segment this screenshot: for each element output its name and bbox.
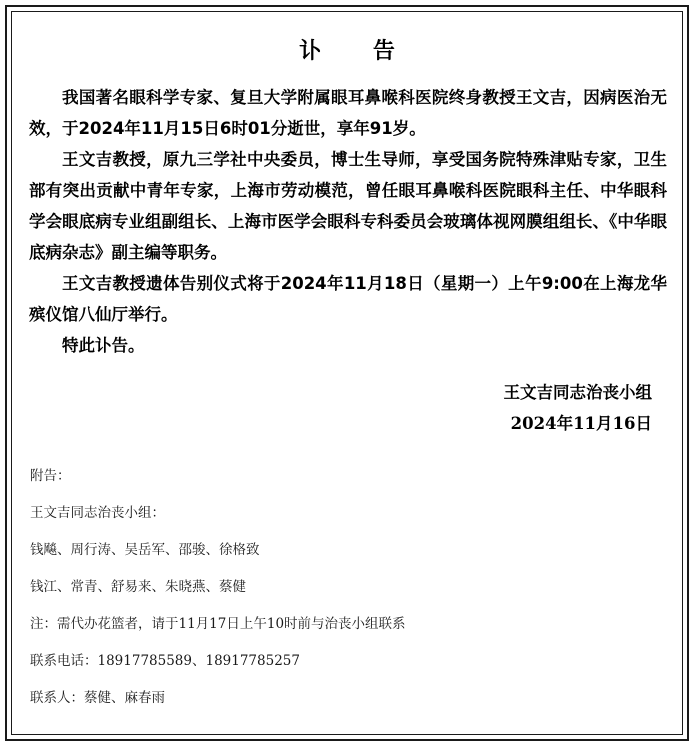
- contact-phone: 联系电话：18917785589、18917785257: [30, 653, 300, 669]
- paragraph-announcement: 我国著名眼科学专家、复旦大学附属眼耳鼻喉科医院终身教授王文吉，因病医治无效，于2024年11月15日6时01分逝世，享年91岁。: [29, 88, 667, 138]
- flower-note: 注：需代办花篮者，请于11月17日上午10时前与治丧小组联系: [30, 616, 406, 632]
- appendix: [30, 465, 670, 724]
- paragraph-biography: 王文吉教授，原九三学社中央委员，博士生导师，享受国务院特殊津贴专家，卫生部有突出贡献中青年专家，上海市劳动模范，曾任眼耳鼻喉科医院眼科主任、中华眼科学会眼底病专业组副组长、上海市医学会眼科专科委员会玻璃体视网膜组组长、《中华眼底病杂志》副主编等职务。: [29, 150, 667, 262]
- committee-members-1: 钱飚、周行涛、吴岳军、邵骏、徐格致: [30, 542, 260, 558]
- committee-label: 王文吉同志治丧小组：: [30, 505, 165, 521]
- appendix-heading: 附告：: [30, 468, 71, 484]
- signature-date: 2024年11月16日: [510, 414, 652, 433]
- signature-org: 王文吉同志治丧小组: [503, 383, 652, 402]
- contact-person: 联系人：蔡健、麻春雨: [30, 690, 165, 706]
- committee-members-2: 钱江、常青、舒易来、朱晓燕、蔡健: [30, 579, 246, 595]
- paragraph-closing: 特此讣告。: [62, 336, 145, 355]
- paragraph-ceremony: 王文吉教授遗体告别仪式将于2024年11月18日（星期一）上午9:00在上海龙华殡仪馆八仙厅举行。: [29, 274, 667, 324]
- obituary-body: [29, 82, 667, 361]
- page-title: 讣 告: [299, 39, 417, 64]
